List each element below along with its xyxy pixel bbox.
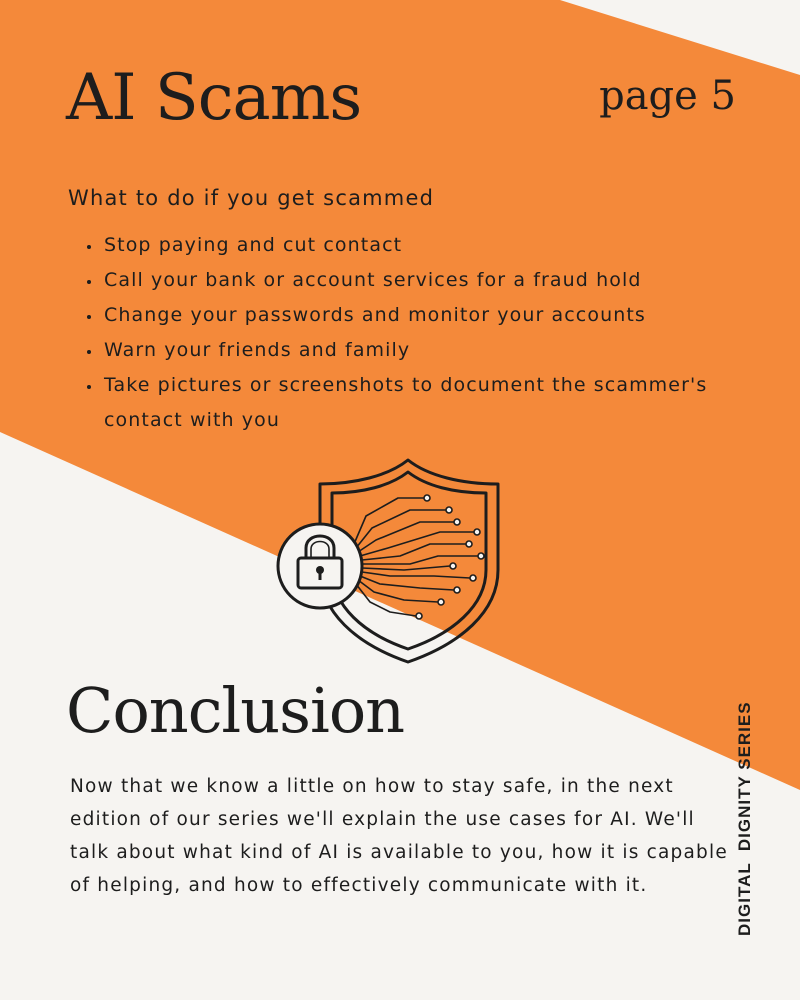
list-item: • Stop paying and cut contact [102,228,762,263]
section-heading: What to do if you get scammed [68,186,435,210]
padlock-icon [278,524,362,608]
conclusion-body: Now that we know a little on how to stay safe, in the next edition of our series we'll explain the use cases for AI. We'll talk about what kind of AI is available to you, how it is capable of helping, and how to effectively communicate with it. [70,776,728,896]
series-label: DIGITAL DIGNITY SERIES [735,701,754,936]
shield-padlock-circuit-icon [270,452,510,672]
list-item: • Warn your friends and family [102,333,762,368]
list-item: • Take pictures or screenshots to document the scammer's contact with you [102,368,762,438]
page-title: AI Scams [66,61,362,135]
circuit-traces [354,498,478,616]
list-item: • Change your passwords and monitor your accounts [102,298,762,333]
page-number: page 5 [599,73,736,119]
conclusion-title: Conclusion [66,674,405,747]
list-item: • Call your bank or account services for a fraud hold [102,263,762,298]
circuit-nodes [416,495,484,619]
steps-list [78,228,762,438]
